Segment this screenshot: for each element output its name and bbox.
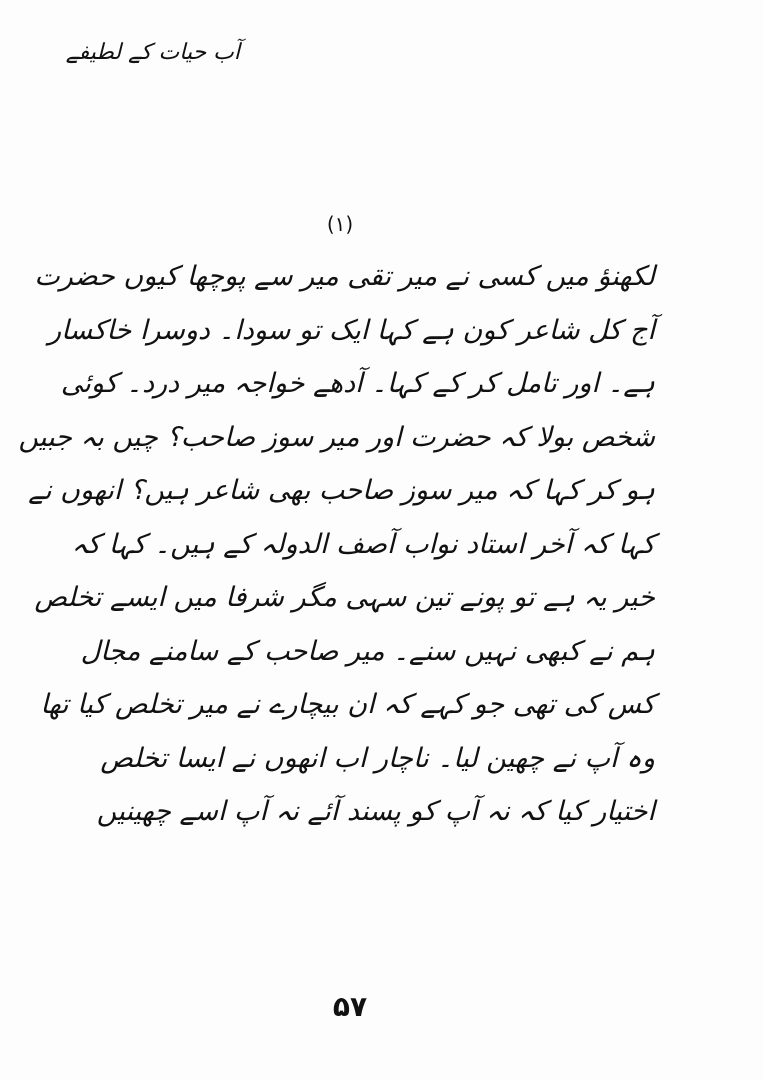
text-line: ہو کر کہا کہ میر سوز صاحب بھی شاعر ہیں؟ انھوں نے xyxy=(28,475,655,506)
running-head: آب حیات کے لطیفے xyxy=(65,40,240,65)
text-line: ہم نے کبھی نہیں سنے۔ میر صاحب کے سامنے مجال xyxy=(80,635,655,667)
text-line: لکھنؤ میں کسی نے میر تقی میر سے پوچھا کیوں حضرت xyxy=(34,261,655,292)
body-text xyxy=(18,250,655,839)
text-line: آج کل شاعر کون ہے کہا ایک تو سودا۔ دوسرا خاکسار xyxy=(48,314,655,346)
text-line: وہ آپ نے چھین لیا۔ ناچار اب انھوں نے ایسا تخلص xyxy=(100,742,655,774)
text-line: ہے۔ اور تامل کر کے کہا۔ آدھے خواجہ میر درد۔ کوئی xyxy=(60,368,655,399)
text-line: شخص بولا کہ حضرت اور میر سوز صاحب؟ چیں بہ جبیں xyxy=(18,421,655,453)
text-line: خیر یہ ہے تو پونے تین سہی مگر شرفا میں ایسے تخلص xyxy=(34,582,655,613)
page-number: ۵۷ xyxy=(332,990,368,1023)
section-number: (۱) xyxy=(326,212,354,236)
text-line: کہا کہ آخر استاد نواب آصف الدولہ کے ہیں۔ کہا کہ xyxy=(71,528,655,560)
text-line: کس کی تھی جو کہے کہ ان بیچارے نے میر تخلص کیا تھا xyxy=(40,689,655,720)
text-line: اختیار کیا کہ نہ آپ کو پسند آئے نہ آپ اسے چھینیں xyxy=(96,796,655,827)
